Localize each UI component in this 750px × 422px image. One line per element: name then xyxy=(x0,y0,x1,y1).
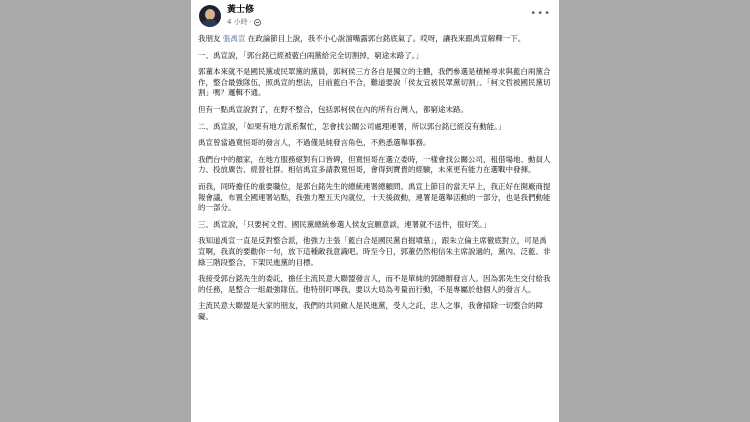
author-name[interactable]: 黃士修 xyxy=(227,5,255,15)
post-paragraph: 我接受郭台銘先生的委託，擔任主流民意大聯盟發言人，而不是單純的郭總辦發言人。因為郭先生交付給我的任務，是整合一組最強隊伍。他特別叮嚀我，要以大局為考量而行動，不是專屬於他個人的發言人。 xyxy=(198,274,551,294)
post-paragraph: 郭董本來就不是國民黨或民眾黨的黨員，郭柯侯三方各自是獨立的主體，我們參選是積極尋求與藍白兩黨合作，整合最強隊伍，照禹宣的想法，目前藍白不合，難道要說「侯友宜被民眾黨切割」、「柯文哲被國民黨切割」嗎？邏輯不通。 xyxy=(198,67,551,98)
post-content xyxy=(198,34,553,328)
post-paragraph: 主流民意大聯盟是大家的朋友，我們的共同敵人是民進黨，受人之託，忠人之事，我會掃除一切整合的障礙。 xyxy=(198,301,543,321)
post-paragraph: 我們台中的顏家，在地方服務絕對有口皆碑，但寬恒哥在選立委時，一樣會找公關公司，租借場地、動員人力、投放廣告、經營社群。相信禹宣多請教寬恒哥，會得到寶貴的經驗，未來更有能力在選戰中發揮。 xyxy=(198,154,551,175)
post-paragraph: 二、禹宣說，「如果有地方派系幫忙，怎會找公關公司處理連署，所以郭台銘已經沒有動能。」 xyxy=(198,121,506,131)
mention-link[interactable]: 張禹宣 xyxy=(222,34,246,43)
avatar-suit xyxy=(201,19,219,27)
post-paragraph: 一、禹宣說，「郭台銘已經被藍白兩黨給完全切割掉，窮途末路了。」 xyxy=(198,50,423,60)
post-paragraph: 三、禹宣說，「只要柯文哲、國民黨總統參選人侯友宜願意談，連署就不送件，很好笑。」 xyxy=(198,219,491,229)
post-meta xyxy=(227,17,261,27)
post-paragraph: 但有一點禹宣說對了，在野不整合，包括郭柯侯在內的所有台灣人，都窮途末路。 xyxy=(198,104,468,114)
post-paragraph: 而我，同時擔任的重要職位，是郭台銘先生的總統連署總顧問。禹宣上節目的當天早上，我正好在開廠商提報會議，布置全國連署站點，我強力壓五天內就位，十天後啟動，連署是選舉活動的一部分，也是我們動能的一部分。 xyxy=(198,181,551,213)
post-time[interactable]: 4 小時 xyxy=(227,18,248,26)
post-paragraph: 禹宣曾當過寬恒哥的發言人，不過僅是純發言角色，不熟悉選舉事務。 xyxy=(198,138,431,148)
separator-dot: · xyxy=(249,18,252,26)
post-header xyxy=(199,5,551,29)
intro-text-rest: 在政論節目上說，我不小心說溜嘴露郭台銘底氣了。哎呀，讓我來跟禹宣解釋一下。 xyxy=(245,34,526,43)
post-intro xyxy=(198,34,553,45)
more-options-icon[interactable]: ••• xyxy=(530,8,551,19)
intro-text: 我朋友 xyxy=(198,34,223,43)
post-paragraph: 我知道禹宣一直是反對整合派，他強力主張「藍白合是國民黨自掘墳墓」，跟朱立倫主席徹底對立，可是禹宣啊，我真的要勸你一句，放下這種敵我意識吧。時至今日，郭董仍然相信朱主席說過的，黨內、泛藍、非綠三階段整合，下架民進黨的目標。 xyxy=(198,236,551,267)
facebook-post xyxy=(191,0,559,422)
avatar[interactable] xyxy=(199,5,221,27)
globe-icon xyxy=(254,19,261,26)
